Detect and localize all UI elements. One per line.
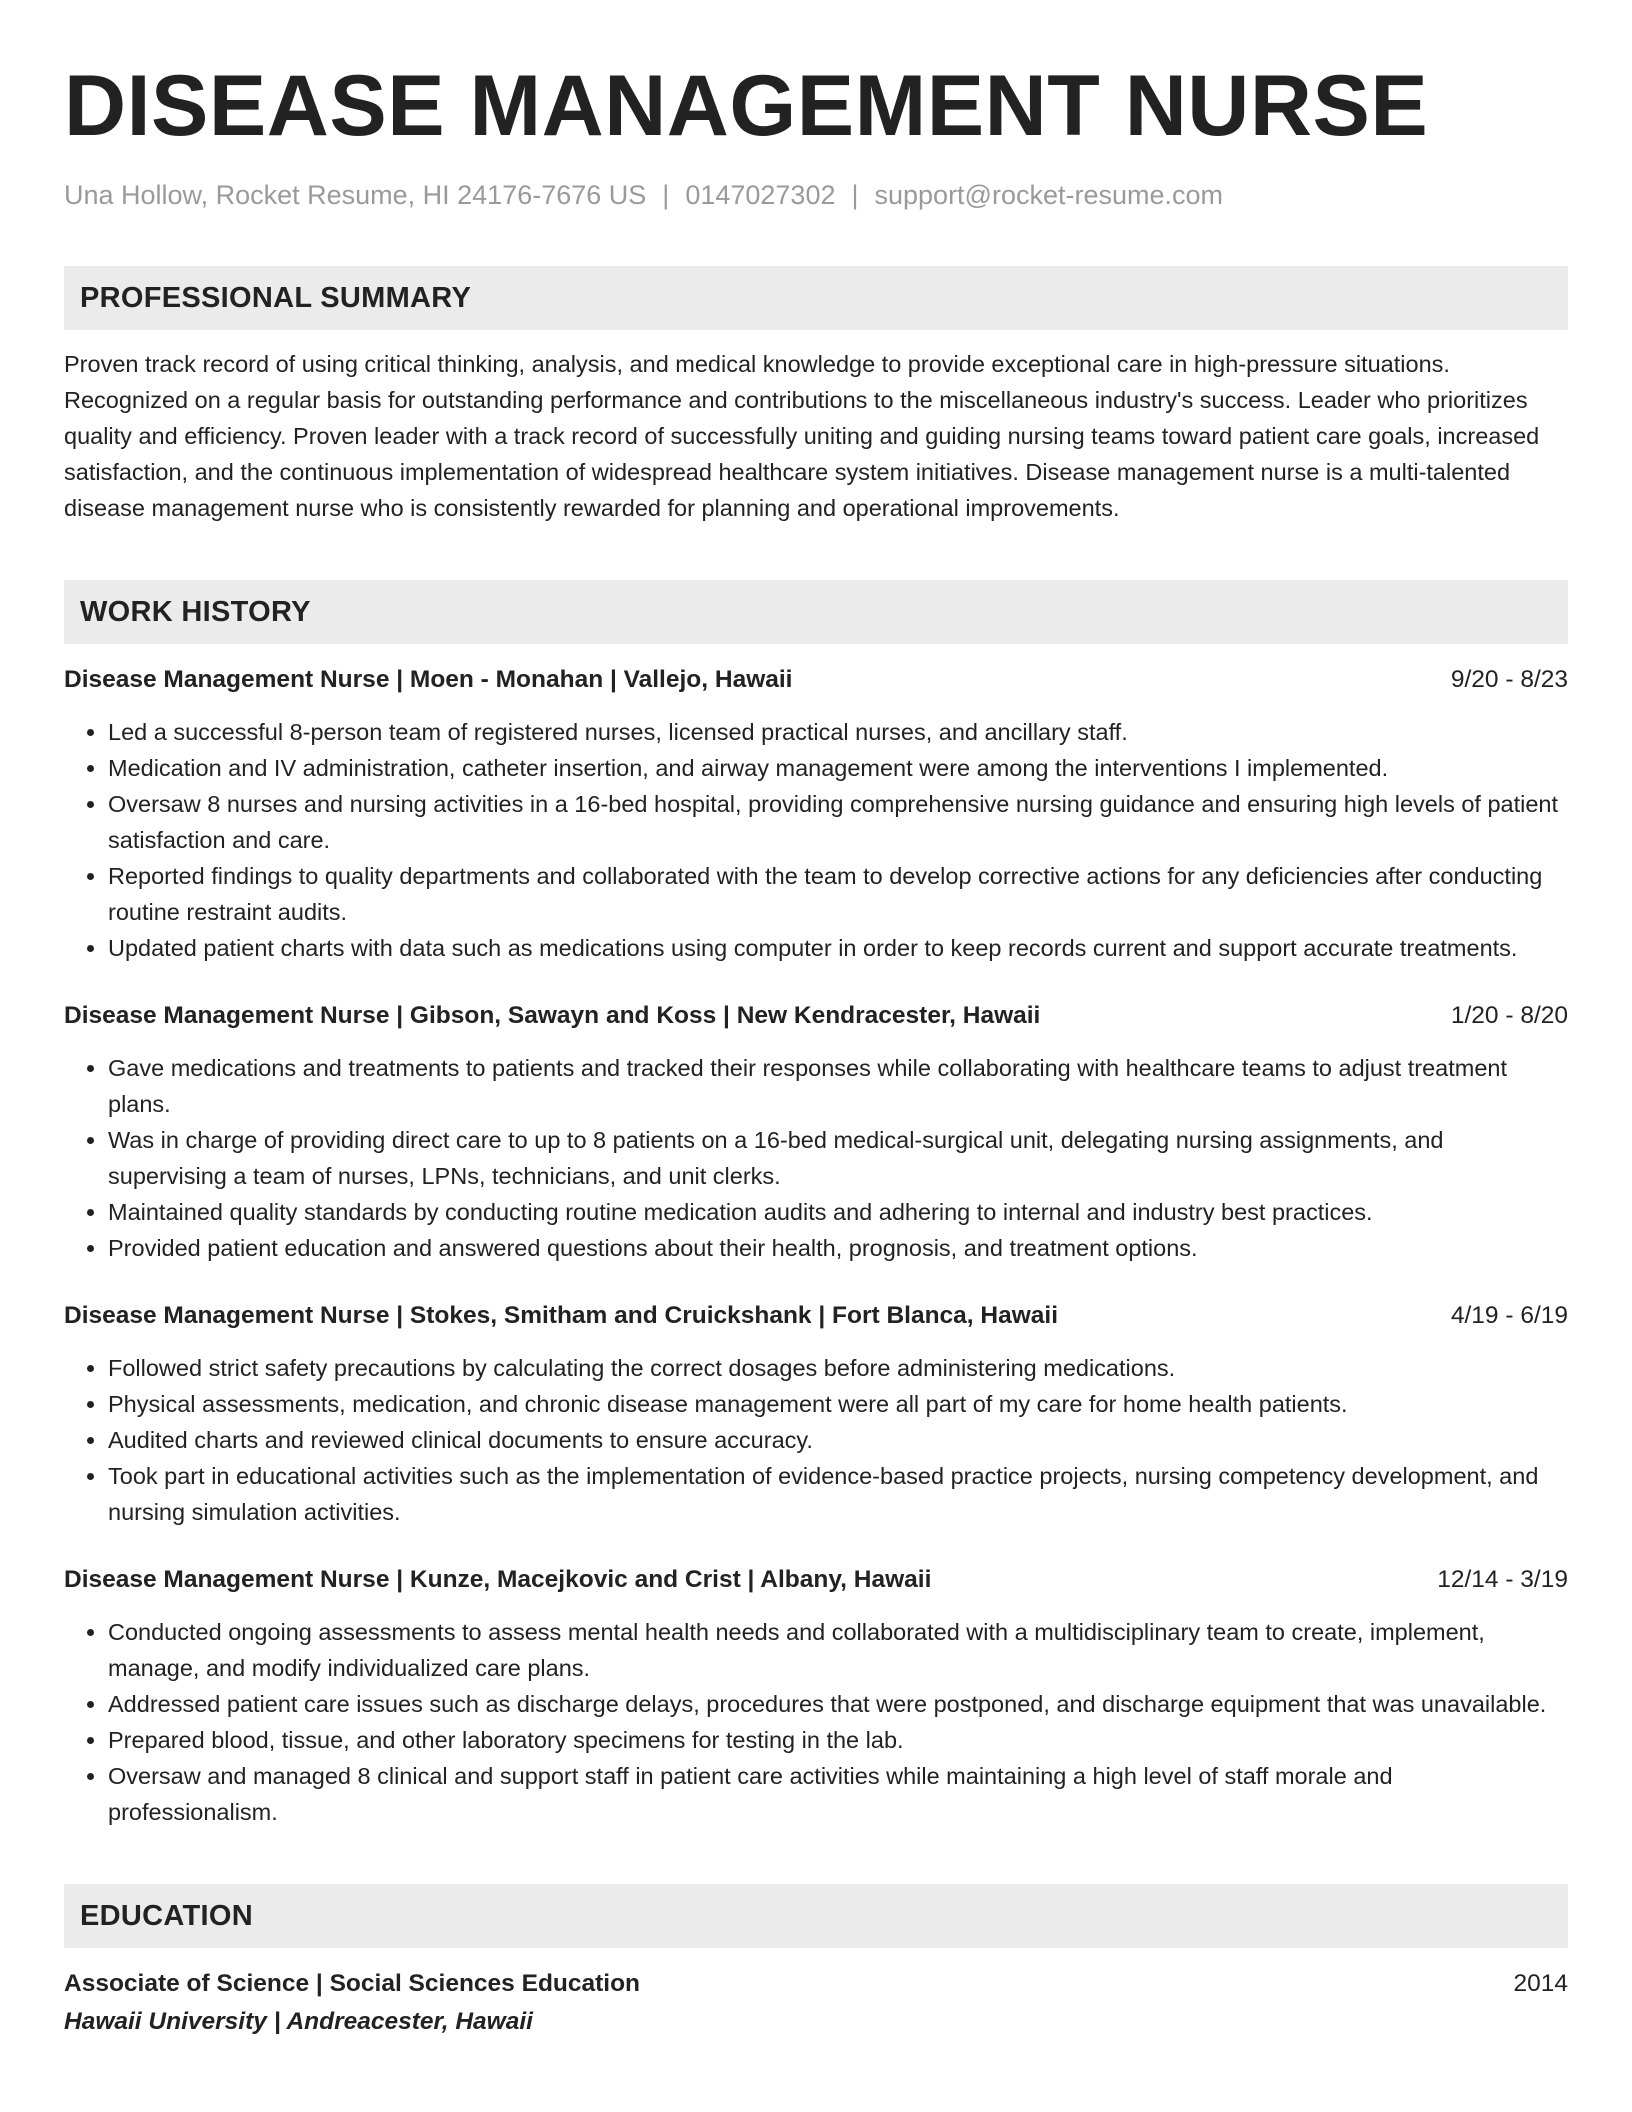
job-bullet: • Updated patient charts with data such as medications using computer in order to keep records current and support accurate treatments. — [108, 930, 1568, 966]
education-header — [64, 1966, 1568, 2002]
summary-text: Proven track record of using critical thinking, analysis, and medical knowledge to provide exceptional care in high-pressure situations. Recognized on a regular basis for outstanding performance and contributions to the miscellaneous industry's success. Leader who prioritizes quality and efficiency. Proven leader with a track record of successfully uniting and guiding nursing teams toward patient care goals, increased satisfaction, and the continuous implementation of widespread healthcare system initiatives. Disease management nurse is a multi-talented disease management nurse who is consistently rewarded for planning and operational improvements. — [64, 351, 1540, 521]
job-bullet: • Medication and IV administration, catheter insertion, and airway management were among the interventions I implemented. — [108, 750, 1568, 786]
job-header — [64, 998, 1568, 1034]
job-bullet: • Led a successful 8-person team of registered nurses, licensed practical nurses, and ancillary staff. — [108, 714, 1568, 750]
job-entry — [64, 662, 1568, 966]
job-header — [64, 1562, 1568, 1598]
job-dates: 12/14 - 3/19 — [1437, 1566, 1568, 1593]
job-bullet: • Conducted ongoing assessments to assess mental health needs and collaborated with a multidisciplinary team to create, implement, manage, and modify individualized care plans. — [108, 1614, 1568, 1686]
job-header — [64, 662, 1568, 698]
job-heading: Disease Management Nurse | Stokes, Smitham and Cruickshank | Fort Blanca, Hawaii — [64, 1302, 1059, 1329]
job-heading: Disease Management Nurse | Kunze, Macejkovic and Crist | Albany, Hawaii — [64, 1566, 932, 1593]
job-bullets — [64, 1350, 1568, 1530]
contact-address: Una Hollow, Rocket Resume, HI 24176-7676 US — [64, 180, 647, 210]
contact-separator: | — [851, 180, 859, 210]
job-bullet: • Gave medications and treatments to patients and tracked their responses while collaborating with healthcare teams to adjust treatment plans. — [108, 1050, 1568, 1122]
job-entry — [64, 1298, 1568, 1530]
education-section-header: EDUCATION — [64, 1884, 1568, 1948]
job-header — [64, 1298, 1568, 1334]
summary-section-header: PROFESSIONAL SUMMARY — [64, 266, 1568, 330]
job-dates: 1/20 - 8/20 — [1450, 1002, 1568, 1029]
job-entry — [64, 998, 1568, 1266]
job-bullets — [64, 714, 1568, 966]
job-bullets — [64, 1614, 1568, 1830]
contact-line — [64, 178, 1568, 212]
job-bullet: • Provided patient education and answered questions about their health, prognosis, and treatment options. — [108, 1230, 1568, 1266]
resume-title: DISEASE MANAGEMENT NURSE — [64, 58, 1429, 154]
contact-email: support@rocket-resume.com — [874, 180, 1224, 210]
job-bullet: • Was in charge of providing direct care to up to 8 patients on a 16-bed medical-surgical unit, delegating nursing assignments, and supervising a team of nurses, LPNs, technicians, and unit clerks. — [108, 1122, 1568, 1194]
education-degree: Associate of Science | Social Sciences Education — [64, 1970, 641, 1997]
job-bullet: • Reported findings to quality departments and collaborated with the team to develop corrective actions for any deficiencies after conducting routine restraint audits. — [108, 858, 1568, 930]
job-dates: 9/20 - 8/23 — [1450, 666, 1568, 693]
job-bullet: • Took part in educational activities such as the implementation of evidence-based practice projects, nursing competency development, and nursing simulation activities. — [108, 1458, 1568, 1530]
job-bullet: • Oversaw and managed 8 clinical and support staff in patient care activities while maintaining a high level of staff morale and professionalism. — [108, 1758, 1568, 1830]
job-bullet: • Maintained quality standards by conducting routine medication audits and adhering to internal and industry best practices. — [108, 1194, 1568, 1230]
job-dates: 4/19 - 6/19 — [1450, 1302, 1568, 1329]
job-heading: Disease Management Nurse | Moen - Monahan | Vallejo, Hawaii — [64, 666, 793, 693]
contact-phone: 0147027302 — [685, 180, 836, 210]
job-bullet: • Prepared blood, tissue, and other laboratory specimens for testing in the lab. — [108, 1722, 1568, 1758]
job-bullet: • Oversaw 8 nurses and nursing activities in a 16-bed hospital, providing comprehensive nursing guidance and ensuring high levels of patient satisfaction and care. — [108, 786, 1568, 858]
job-bullet: • Physical assessments, medication, and chronic disease management were all part of my care for home health patients. — [108, 1386, 1568, 1422]
contact-separator: | — [662, 180, 670, 210]
job-heading: Disease Management Nurse | Gibson, Sawayn and Koss | New Kendracester, Hawaii — [64, 1002, 1041, 1029]
job-bullets — [64, 1050, 1568, 1266]
job-entry — [64, 1562, 1568, 1830]
education-year: 2014 — [1513, 1970, 1568, 1997]
work-history-section-header: WORK HISTORY — [64, 580, 1568, 644]
job-bullet: • Addressed patient care issues such as discharge delays, procedures that were postponed, and discharge equipment that was unavailable. — [108, 1686, 1568, 1722]
job-bullet: • Followed strict safety precautions by calculating the correct dosages before administering medications. — [108, 1350, 1568, 1386]
education-school: Hawaii University | Andreacester, Hawaii — [64, 2008, 533, 2035]
job-bullet: • Audited charts and reviewed clinical documents to ensure accuracy. — [108, 1422, 1568, 1458]
